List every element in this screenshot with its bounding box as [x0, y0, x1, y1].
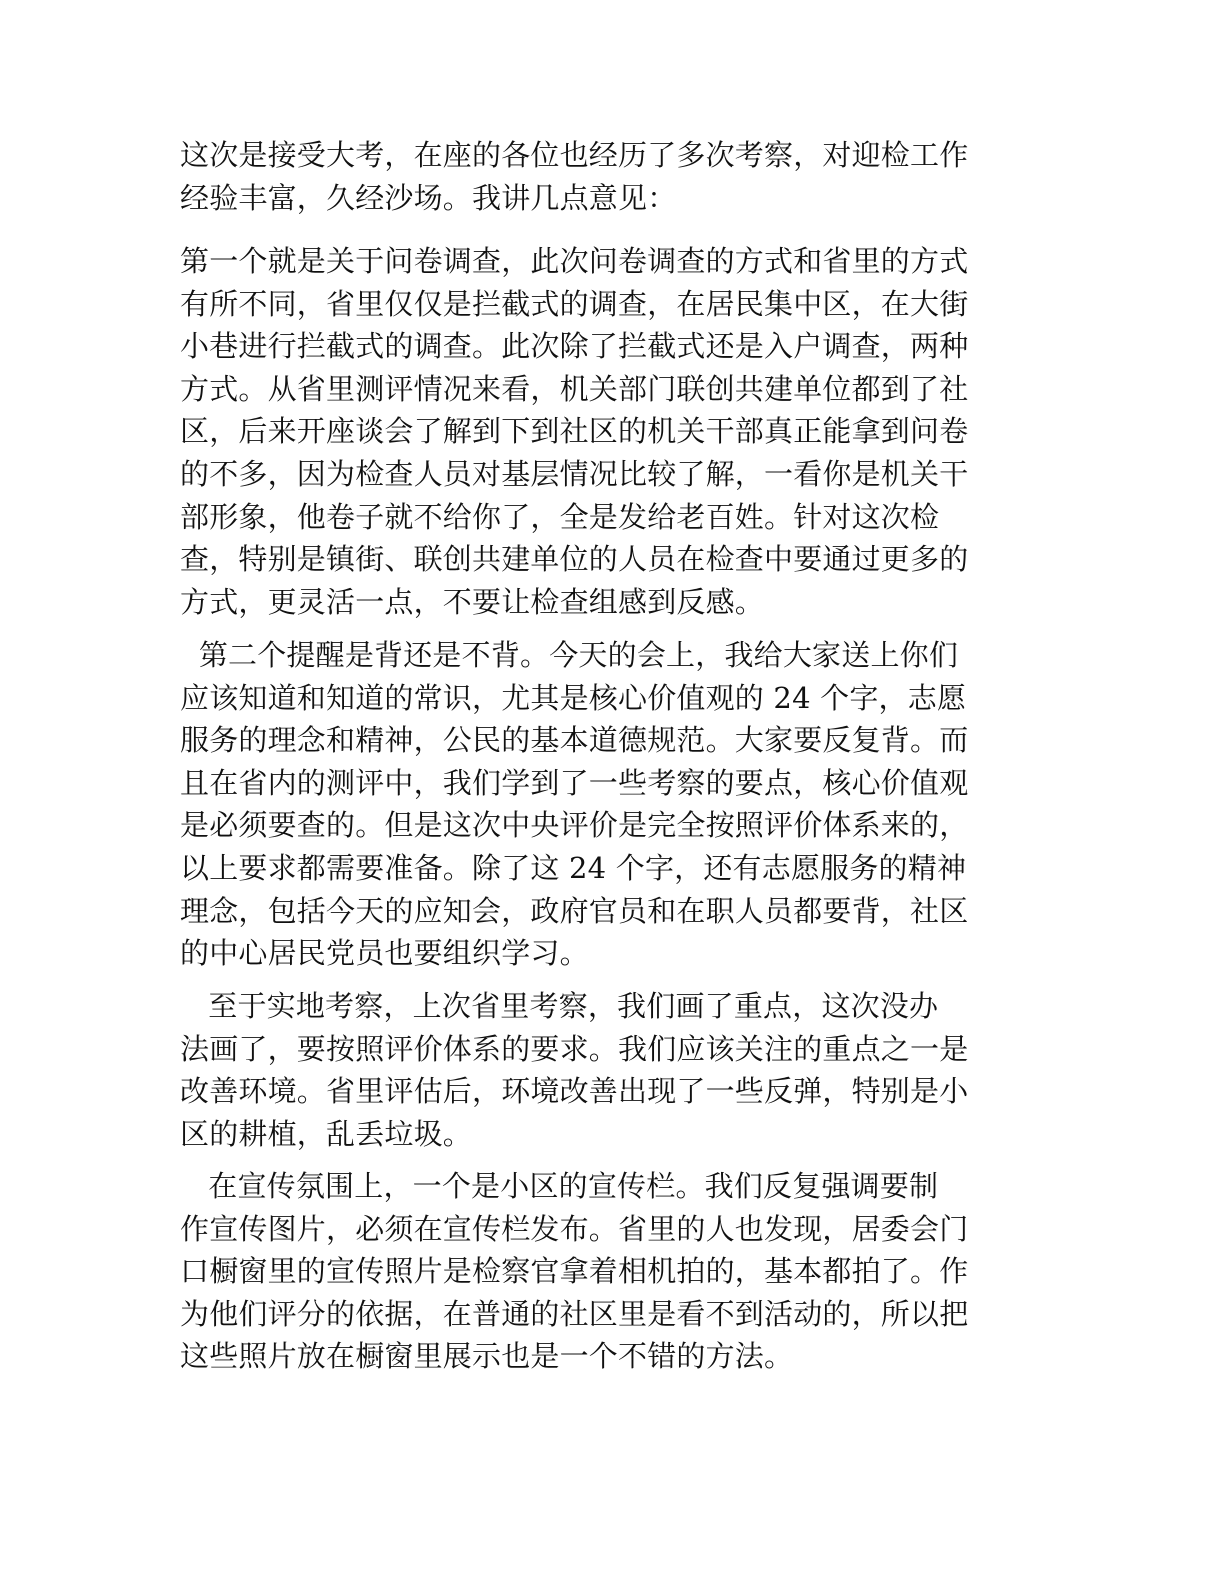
- paragraph-questionnaire: [180, 240, 1040, 623]
- text-line: 小巷进行拦截式的调查。此次除了拦截式还是入户调查，两种: [180, 329, 969, 364]
- paragraph-memorize: [180, 634, 1040, 975]
- text-line: 查，特别是镇街、联创共建单位的人员在检查中要通过更多的: [180, 542, 969, 577]
- text-line: 为他们评分的依据，在普通的社区里是看不到活动的，所以把: [180, 1296, 969, 1331]
- paragraph-intro: [180, 134, 1040, 219]
- text-line: 口橱窗里的宣传照片是检察官拿着相机拍的，基本都拍了。作: [180, 1254, 969, 1289]
- text-line: 部形象，他卷子就不给你了，全是发给老百姓。针对这次检: [180, 499, 940, 534]
- paragraph-publicity: [180, 1165, 1040, 1378]
- text-line: 改善环境。省里评估后，环境改善出现了一些反弹，特别是小: [180, 1074, 969, 1109]
- paragraph-field-inspection: [180, 985, 1040, 1155]
- text-line: 方式，更灵活一点，不要让检查组感到反感。: [180, 584, 765, 619]
- text-line: 经验丰富，久经沙场。我讲几点意见：: [180, 180, 677, 215]
- text-line: 法画了，要按照评价体系的要求。我们应该关注的重点之一是: [180, 1031, 969, 1066]
- text-line: 应该知道和知道的常识，尤其是核心价值观的 24 个字，志愿: [180, 680, 967, 715]
- text-line: 服务的理念和精神，公民的基本道德规范。大家要反复背。而: [180, 723, 969, 758]
- text-line: 理念，包括今天的应知会，政府官员和在职人员都要背，社区: [180, 893, 969, 928]
- text-line: 第二个提醒是背还是不背。今天的会上，我给大家送上你们: [180, 638, 959, 672]
- text-line: 第一个就是关于问卷调查，此次问卷调查的方式和省里的方式: [180, 244, 969, 278]
- text-line: 这次是接受大考，在座的各位也经历了多次考察，对迎检工作: [180, 138, 969, 172]
- text-line: 的不多，因为检查人员对基层情况比较了解，一看你是机关干: [180, 456, 969, 491]
- text-line: 的中心居民党员也要组织学习。: [180, 936, 589, 971]
- text-line: 区，后来开座谈会了解到下到社区的机关干部真正能拿到问卷: [180, 414, 969, 449]
- text-line: 这些照片放在橱窗里展示也是一个不错的方法。: [180, 1339, 794, 1374]
- text-line: 是必须要查的。但是这次中央评价是完全按照评价体系来的，: [180, 808, 969, 843]
- text-line: 在宣传氛围上，一个是小区的宣传栏。我们反复强调要制: [180, 1169, 939, 1203]
- text-line: 至于实地考察，上次省里考察，我们画了重点，这次没办: [180, 989, 939, 1023]
- text-line: 以上要求都需要准备。除了这 24 个字，还有志愿服务的精神: [180, 850, 967, 885]
- text-line: 区的耕植，乱丢垃圾。: [180, 1116, 473, 1151]
- text-line: 且在省内的测评中，我们学到了一些考察的要点，核心价值观: [180, 765, 969, 800]
- text-line: 方式。从省里测评情况来看，机关部门联创共建单位都到了社: [180, 371, 969, 406]
- text-line: 作宣传图片，必须在宣传栏发布。省里的人也发现，居委会门: [180, 1211, 969, 1246]
- text-line: 有所不同，省里仅仅是拦截式的调查，在居民集中区，在大街: [180, 286, 969, 321]
